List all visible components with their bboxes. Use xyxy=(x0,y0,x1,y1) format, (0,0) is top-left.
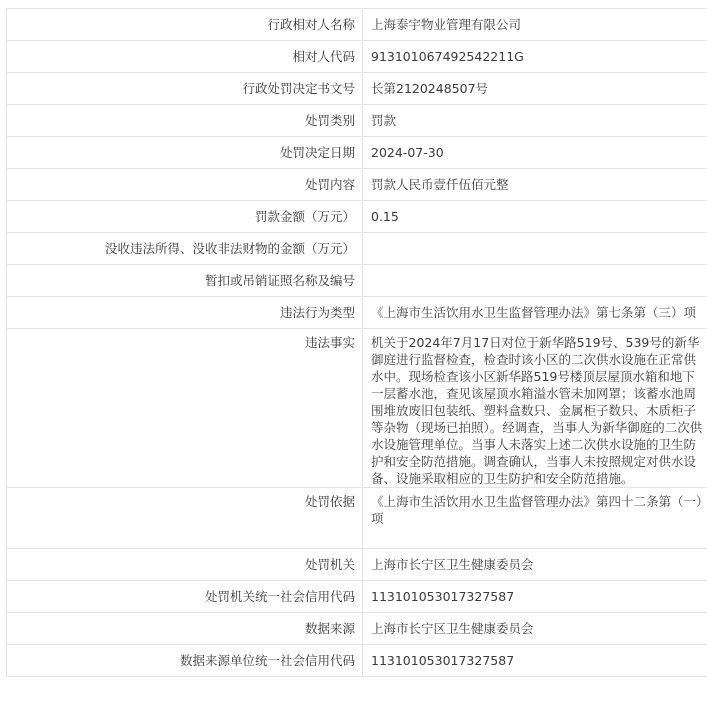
field-value-violation-type: 《上海市生活饮用水卫生监督管理办法》第七条第（三）项 xyxy=(363,297,707,329)
field-label-violation-type: 违法行为类型 xyxy=(7,297,363,329)
field-value-penalty-category: 罚款 xyxy=(363,105,707,137)
table-row xyxy=(7,105,707,137)
table-row xyxy=(7,549,707,581)
table-row xyxy=(7,169,707,201)
penalty-info-table xyxy=(6,8,707,677)
field-value-violation-facts: 机关于2024年7月17日对位于新华路519号、539号的新华御庭进行监督检查，检查时该小区的二次供水设施在正常供水中。现场检查该小区新华路519号楼顶层屋顶水箱和地下一层蓄水池，查见该屋顶水箱溢水管未加网罩；该蓄水池周围堆放废旧包装纸、塑料盒数只、金属柜子数只、木质柜子等杂物（现场已拍照）。经调查，当事人为新华御庭的二次供水设施管理单位。当事人未落实上述二次供水设施的卫生防护和安全防范措施。调查确认，当事人未按照规定对供水设备、设施采取相应的卫生防护和安全防范措施。 xyxy=(363,329,707,488)
field-value-authority-credit-code: 113101053017327587 xyxy=(363,581,707,613)
field-value-penalty-basis: 《上海市生活饮用水卫生监督管理办法》第四十二条第（一）项 xyxy=(363,488,707,549)
field-label-penalty-basis: 处罚依据 xyxy=(7,488,363,549)
field-value-license-revocation xyxy=(363,265,707,297)
table-row xyxy=(7,233,707,265)
field-label-penalty-category: 处罚类别 xyxy=(7,105,363,137)
field-label-data-source: 数据来源 xyxy=(7,613,363,645)
field-value-source-credit-code: 113101053017327587 xyxy=(363,645,707,677)
table-row xyxy=(7,73,707,105)
table-row xyxy=(7,41,707,73)
field-value-penalty-authority: 上海市长宁区卫生健康委员会 xyxy=(363,549,707,581)
field-label-party-code: 相对人代码 xyxy=(7,41,363,73)
field-value-penalty-content: 罚款人民币壹仟伍佰元整 xyxy=(363,169,707,201)
table-row xyxy=(7,201,707,233)
table-row xyxy=(7,613,707,645)
field-value-decision-date: 2024-07-30 xyxy=(363,137,707,169)
field-label-source-credit-code: 数据来源单位统一社会信用代码 xyxy=(7,645,363,677)
field-label-penalty-authority: 处罚机关 xyxy=(7,549,363,581)
field-label-party-name: 行政相对人名称 xyxy=(7,9,363,41)
field-value-confiscation-amount xyxy=(363,233,707,265)
field-label-authority-credit-code: 处罚机关统一社会信用代码 xyxy=(7,581,363,613)
table-row xyxy=(7,488,707,549)
table-row xyxy=(7,297,707,329)
table-row xyxy=(7,645,707,677)
table-row xyxy=(7,265,707,297)
field-value-party-code: 913101067492542211G xyxy=(363,41,707,73)
field-value-party-name: 上海泰宇物业管理有限公司 xyxy=(363,9,707,41)
field-value-data-source: 上海市长宁区卫生健康委员会 xyxy=(363,613,707,645)
field-value-fine-amount: 0.15 xyxy=(363,201,707,233)
field-label-license-revocation: 暂扣或吊销证照名称及编号 xyxy=(7,265,363,297)
table-row xyxy=(7,581,707,613)
field-label-confiscation-amount: 没收违法所得、没收非法财物的金额（万元） xyxy=(7,233,363,265)
field-label-violation-facts: 违法事实 xyxy=(7,329,363,488)
field-value-decision-number: 长第2120248507号 xyxy=(363,73,707,105)
field-label-decision-date: 处罚决定日期 xyxy=(7,137,363,169)
table-row xyxy=(7,137,707,169)
table-row xyxy=(7,9,707,41)
field-label-fine-amount: 罚款金额（万元） xyxy=(7,201,363,233)
table-row xyxy=(7,329,707,488)
field-label-penalty-content: 处罚内容 xyxy=(7,169,363,201)
field-label-decision-number: 行政处罚决定书文号 xyxy=(7,73,363,105)
